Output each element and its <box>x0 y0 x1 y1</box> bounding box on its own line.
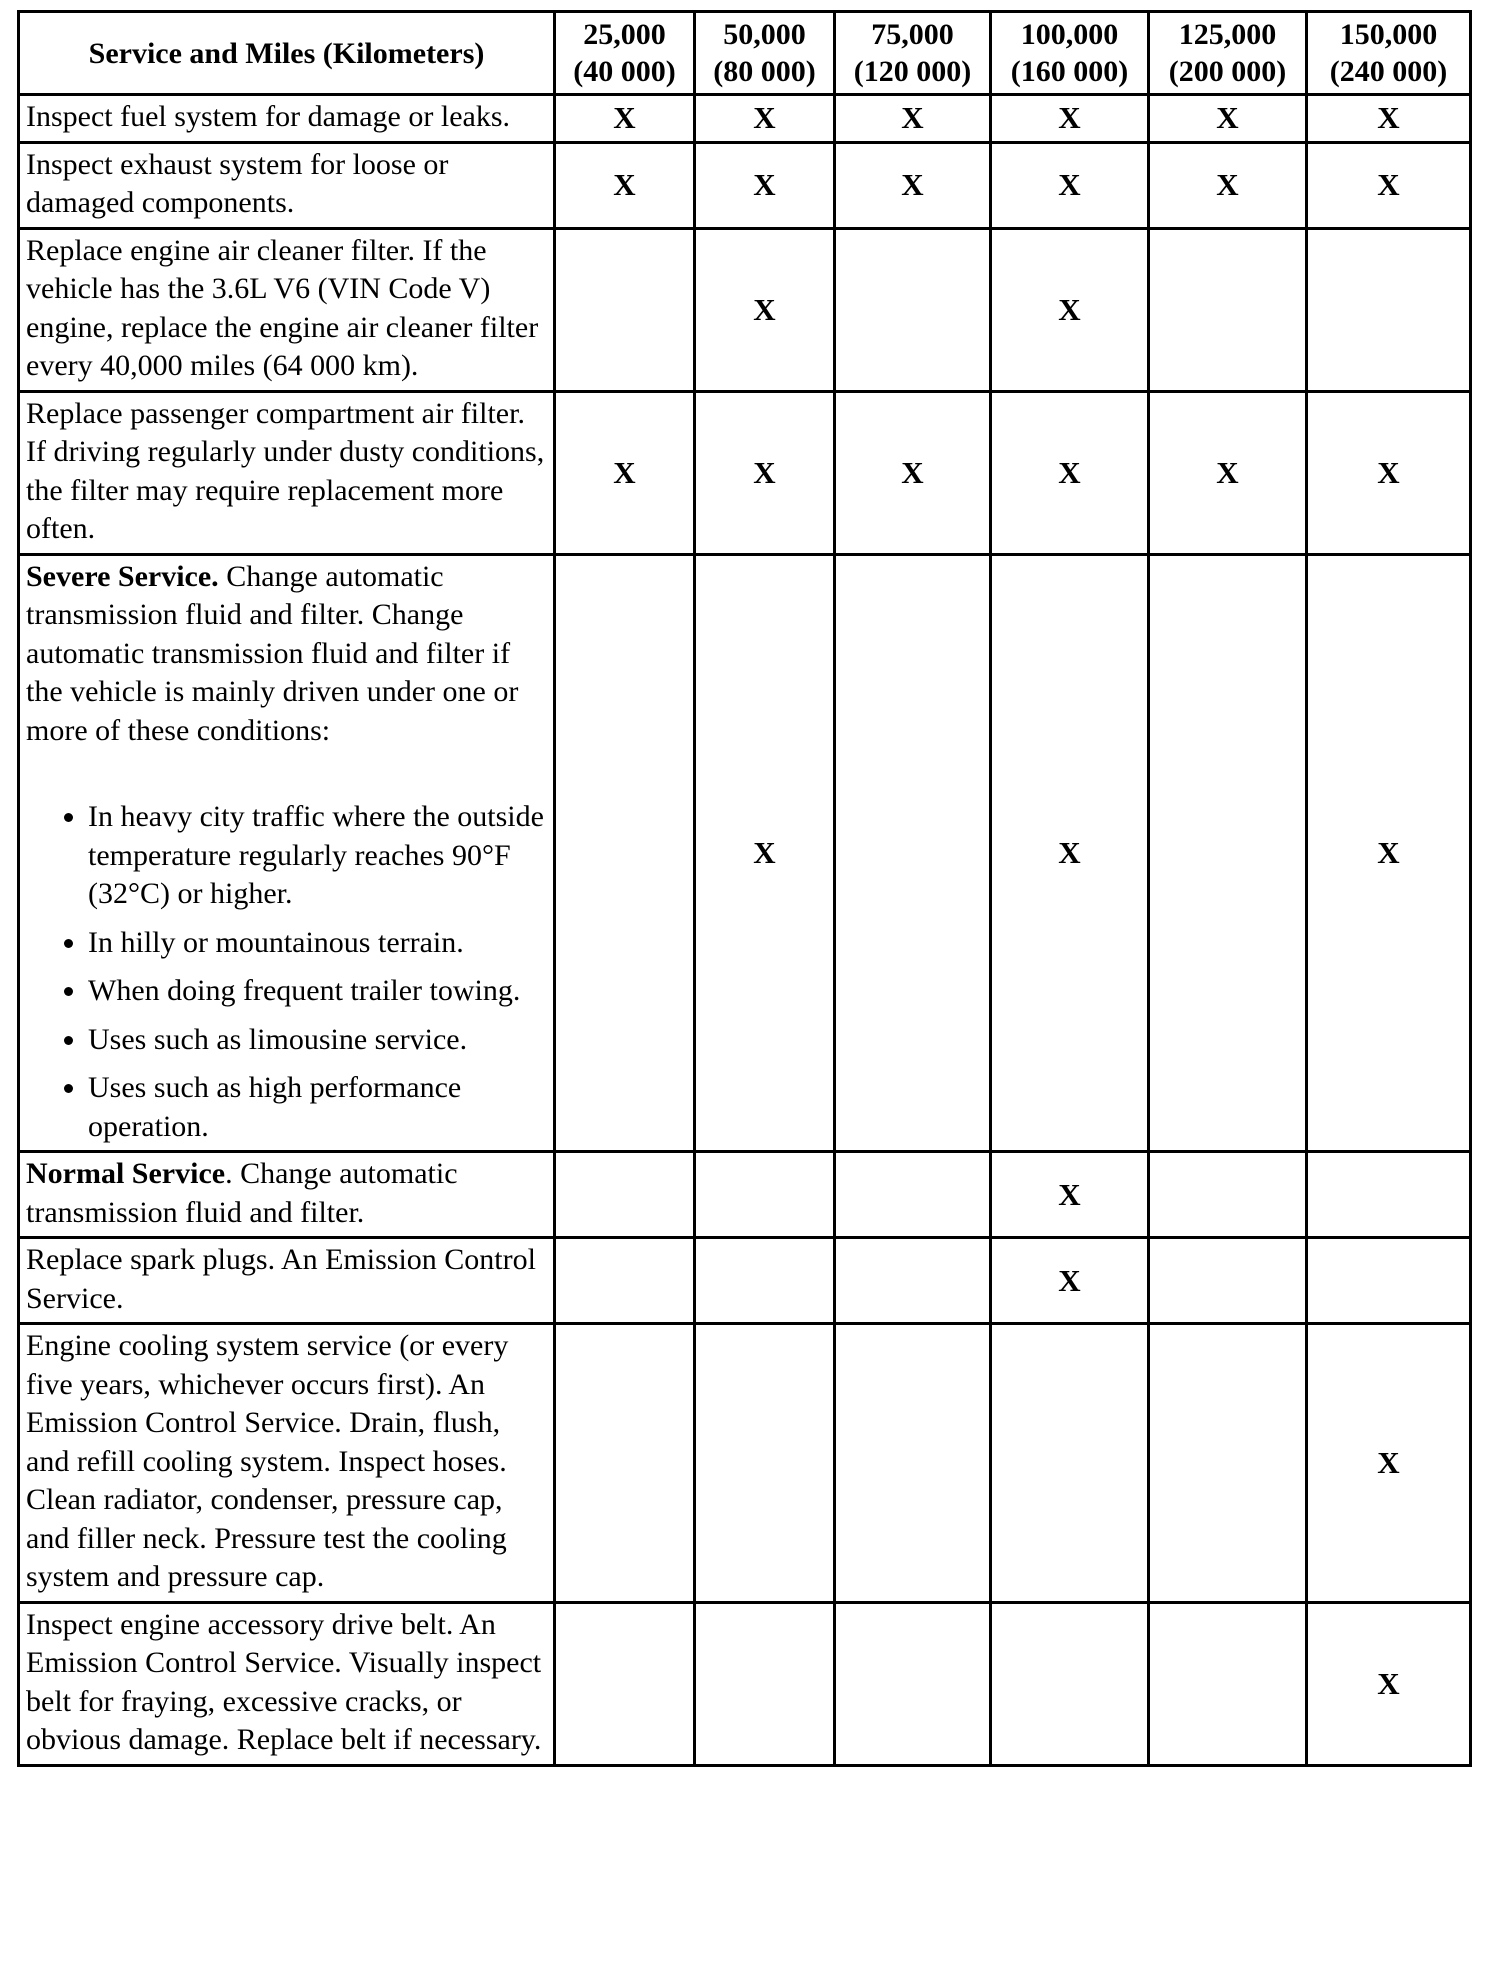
interval-empty-cell <box>1149 1602 1307 1765</box>
interval-mark: X <box>991 228 1149 391</box>
interval-mark: X <box>1307 1324 1471 1603</box>
maintenance-schedule-table <box>17 10 1472 1767</box>
service-description <box>19 95 555 143</box>
interval-header: 50,000 (80 000) <box>695 12 835 95</box>
interval-empty-cell <box>835 1238 991 1324</box>
interval-mark: X <box>991 1238 1149 1324</box>
condition-item: • In hilly or mountainous terrain. <box>88 924 547 963</box>
table-row <box>19 1324 1471 1603</box>
interval-mark: X <box>695 554 835 1152</box>
interval-mark: X <box>835 95 991 143</box>
interval-mark: X <box>1149 391 1307 554</box>
interval-mark: X <box>991 1152 1149 1238</box>
interval-header: 100,000 (160 000) <box>991 12 1149 95</box>
interval-empty-cell <box>1149 1152 1307 1238</box>
service-type-label: Severe Service. <box>26 559 219 593</box>
table-row <box>19 554 1471 1152</box>
interval-mark: X <box>555 142 695 228</box>
interval-header: 125,000 (200 000) <box>1149 12 1307 95</box>
service-description <box>19 1152 555 1238</box>
table-row <box>19 142 1471 228</box>
interval-empty-cell <box>1307 228 1471 391</box>
interval-mark: X <box>991 554 1149 1152</box>
service-description <box>19 1238 555 1324</box>
service-description <box>19 391 555 554</box>
interval-mark: X <box>991 391 1149 554</box>
interval-empty-cell <box>555 1152 695 1238</box>
interval-mark: X <box>1307 554 1471 1152</box>
interval-empty-cell <box>1149 228 1307 391</box>
table-row <box>19 1152 1471 1238</box>
interval-empty-cell <box>1149 554 1307 1152</box>
condition-item: • Uses such as limousine service. <box>88 1021 547 1060</box>
table-row <box>19 391 1471 554</box>
interval-empty-cell <box>1149 1324 1307 1603</box>
interval-empty-cell <box>1149 1238 1307 1324</box>
interval-mark: X <box>1307 391 1471 554</box>
table-row <box>19 95 1471 143</box>
interval-empty-cell <box>555 554 695 1152</box>
interval-mark: X <box>1149 95 1307 143</box>
interval-mark: X <box>555 391 695 554</box>
condition-item: • Uses such as high performance operation. <box>88 1069 547 1146</box>
service-column-header: Service and Miles (Kilometers) <box>19 12 555 95</box>
interval-mark: X <box>695 95 835 143</box>
interval-empty-cell <box>695 1152 835 1238</box>
interval-mark: X <box>695 142 835 228</box>
interval-header: 75,000 (120 000) <box>835 12 991 95</box>
interval-mark: X <box>991 95 1149 143</box>
interval-empty-cell <box>555 1238 695 1324</box>
table-row <box>19 1602 1471 1765</box>
interval-mark: X <box>1307 142 1471 228</box>
service-description <box>19 228 555 391</box>
table-row <box>19 228 1471 391</box>
service-text: Engine cooling system service (or every five years, whichever occurs first). An Emission Control Service. Drain, flush, and refill cooling system. Inspect hoses. Clean radiator, condenser, pressure cap, and filler neck. Pressure test the cooling system and pressure cap. <box>26 1329 509 1593</box>
interval-empty-cell <box>835 228 991 391</box>
interval-empty-cell <box>991 1602 1149 1765</box>
interval-empty-cell <box>835 1324 991 1603</box>
service-type-label: Normal Service <box>26 1157 226 1190</box>
interval-empty-cell <box>555 1602 695 1765</box>
interval-empty-cell <box>695 1602 835 1765</box>
interval-mark: X <box>835 391 991 554</box>
interval-empty-cell <box>991 1324 1149 1603</box>
condition-item: • When doing frequent trailer towing. <box>88 972 547 1011</box>
interval-empty-cell <box>835 554 991 1152</box>
interval-mark: X <box>695 391 835 554</box>
interval-empty-cell <box>555 1324 695 1603</box>
service-text: . Change automatic transmission fluid and filter. <box>26 1157 458 1229</box>
interval-empty-cell <box>555 228 695 391</box>
interval-empty-cell <box>695 1238 835 1324</box>
interval-mark: X <box>1307 95 1471 143</box>
interval-mark: X <box>991 142 1149 228</box>
interval-empty-cell <box>835 1152 991 1238</box>
service-text: Inspect fuel system for damage or leaks. <box>26 100 510 133</box>
service-text: Change automatic transmission fluid and filter. Change automatic transmission fluid and filter if the vehicle is mainly driven under one or more of these conditions: <box>26 559 519 747</box>
interval-empty-cell <box>695 1324 835 1603</box>
service-text: Inspect engine accessory drive belt. An Emission Control Service. Visually inspect belt for fraying, excessive cracks, or obvious damage. Replace belt if necessary. <box>26 1607 542 1756</box>
interval-header: 150,000 (240 000) <box>1307 12 1471 95</box>
service-text: Replace engine air cleaner filter. If the vehicle has the 3.6L V6 (VIN Code V) engine, replace the engine air cleaner filter every 40,000 miles (64 000 km). <box>26 233 539 382</box>
service-description <box>19 554 555 1152</box>
service-text: Replace passenger compartment air filter. If driving regularly under dusty conditions, the filter may require replacement more often. <box>26 396 545 545</box>
conditions-list <box>26 798 547 1146</box>
interval-header: 25,000 (40 000) <box>555 12 695 95</box>
interval-empty-cell <box>1307 1238 1471 1324</box>
interval-mark: X <box>555 95 695 143</box>
table-row <box>19 1238 1471 1324</box>
service-text: Inspect exhaust system for loose or damaged components. <box>26 147 449 219</box>
interval-empty-cell <box>1307 1152 1471 1238</box>
service-description <box>19 1602 555 1765</box>
header-row <box>19 12 1471 95</box>
interval-mark: X <box>835 142 991 228</box>
condition-item: • In heavy city traffic where the outside temperature regularly reaches 90°F (32°C) or higher. <box>88 798 547 914</box>
service-description <box>19 142 555 228</box>
interval-mark: X <box>1307 1602 1471 1765</box>
interval-mark: X <box>1149 142 1307 228</box>
service-description <box>19 1324 555 1603</box>
interval-mark: X <box>695 228 835 391</box>
interval-empty-cell <box>835 1602 991 1765</box>
service-text: Replace spark plugs. An Emission Control Service. <box>26 1243 536 1315</box>
